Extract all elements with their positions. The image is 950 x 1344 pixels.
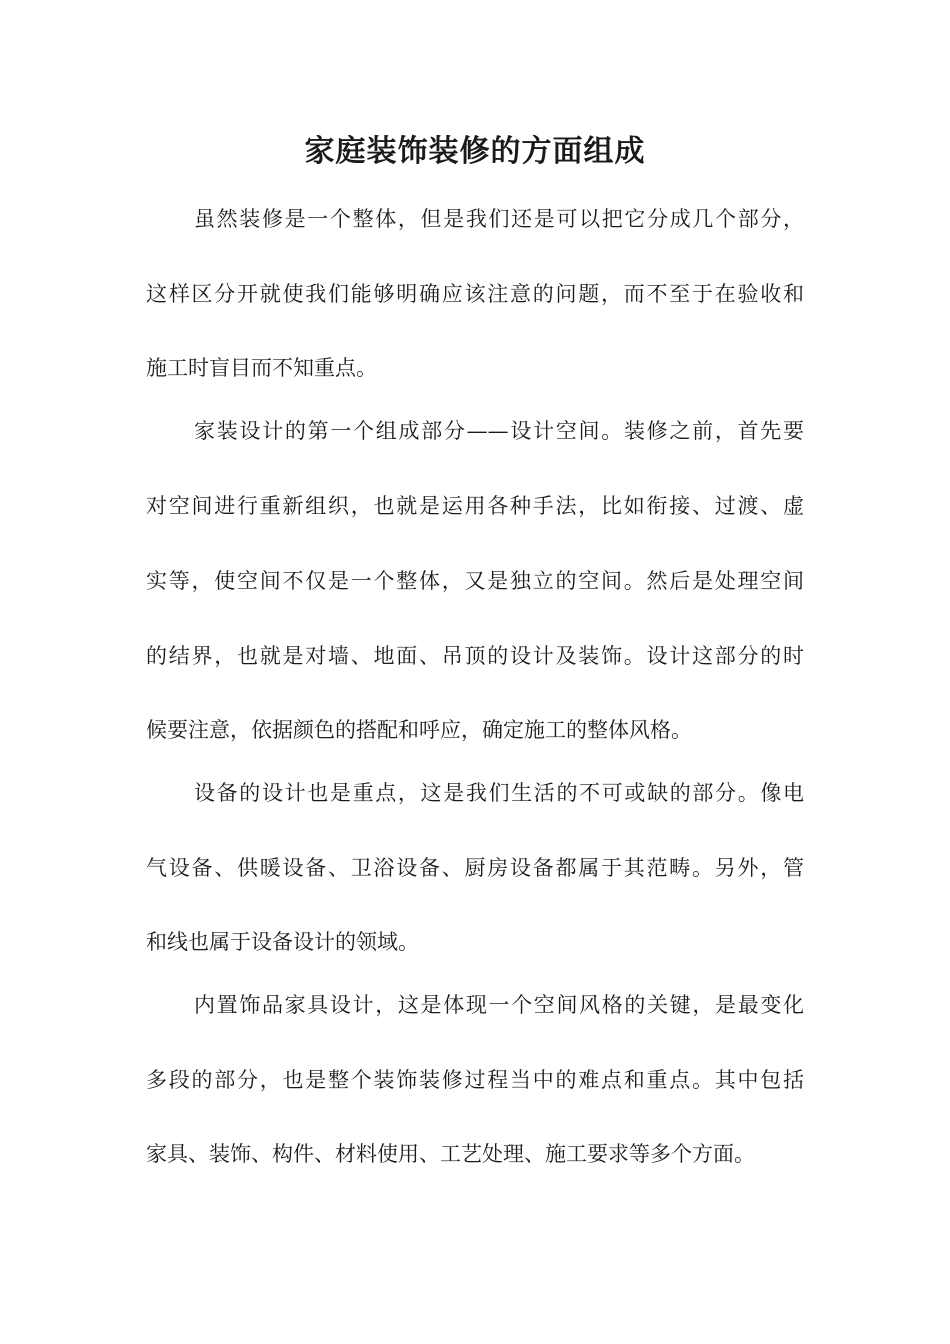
document-title: 家庭装饰装修的方面组成	[304, 134, 646, 169]
paragraph-1-line-1: 虽然装修是一个整体，但是我们还是可以把它分成几个部分，	[194, 207, 804, 231]
paragraph-2-line-2: 对空间进行重新组织，也就是运用各种手法，比如衔接、过渡、虚	[146, 494, 804, 518]
paragraph-4-line-1: 内置饰品家具设计，这是体现一个空间风格的关键，是最变化	[194, 993, 804, 1017]
paragraph-3-line-3: 和线也属于设备设计的领域。	[146, 930, 419, 954]
paragraph-3-line-1: 设备的设计也是重点，这是我们生活的不可或缺的部分。像电	[194, 781, 804, 805]
paragraph-4-line-3: 家具、装饰、构件、材料使用、工艺处理、施工要求等多个方面。	[146, 1142, 755, 1166]
paragraph-2-line-3: 实等，使空间不仅是一个整体，又是独立的空间。然后是处理空间	[146, 569, 804, 593]
paragraph-3-line-2: 气设备、供暖设备、卫浴设备、厨房设备都属于其范畴。另外，管	[146, 856, 804, 880]
paragraph-4-line-2: 多段的部分，也是整个装饰装修过程当中的难点和重点。其中包括	[146, 1068, 804, 1092]
paragraph-1-line-3: 施工时盲目而不知重点。	[146, 356, 377, 380]
paragraph-2-line-1: 家装设计的第一个组成部分——设计空间。装修之前，首先要	[194, 419, 804, 443]
paragraph-1-line-2: 这样区分开就使我们能够明确应该注意的问题，而不至于在验收和	[146, 282, 804, 306]
paragraph-2-line-5: 候要注意，依据颜色的搭配和呼应，确定施工的整体风格。	[146, 718, 692, 742]
paragraph-2-line-4: 的结界，也就是对墙、地面、吊顶的设计及装饰。设计这部分的时	[146, 644, 804, 668]
